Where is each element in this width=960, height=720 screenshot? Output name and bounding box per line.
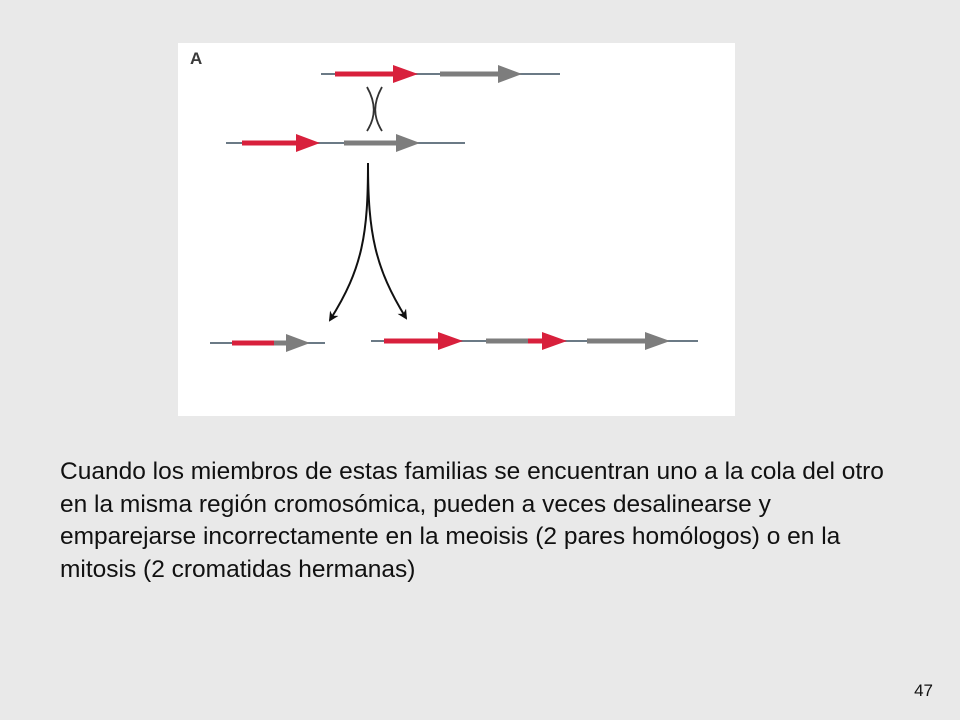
crossover-x-icon	[367, 87, 382, 131]
gene-gray	[587, 332, 670, 350]
panel-label: A	[190, 49, 203, 68]
gene-hybrid	[486, 332, 567, 350]
gene-red	[384, 332, 463, 350]
curved-arrow-right-icon	[368, 163, 406, 318]
unequal-crossover-diagram	[178, 43, 735, 416]
product-chromosome-deletion	[210, 334, 325, 352]
gene-red	[242, 134, 320, 152]
gene-hybrid	[232, 334, 310, 352]
caption-text: Cuando los miembros de estas familias se encuentran uno a la cola del otro en la misma región cromosómica, pueden a veces desalinearse y emparejarse incorrectamente en la meoisis (2 pares homólogos) o en la mitosis (2 cromatidas hermanas)	[60, 458, 884, 583]
gene-red	[335, 65, 418, 83]
chromosome-top	[321, 65, 560, 83]
gene-gray	[344, 134, 420, 152]
gene-gray	[440, 65, 522, 83]
chromosome-middle	[226, 134, 465, 152]
product-chromosome-duplication	[371, 332, 698, 350]
curved-arrow-left-icon	[330, 163, 368, 320]
slide-number: 47	[914, 681, 933, 700]
figure-panel	[178, 43, 735, 416]
